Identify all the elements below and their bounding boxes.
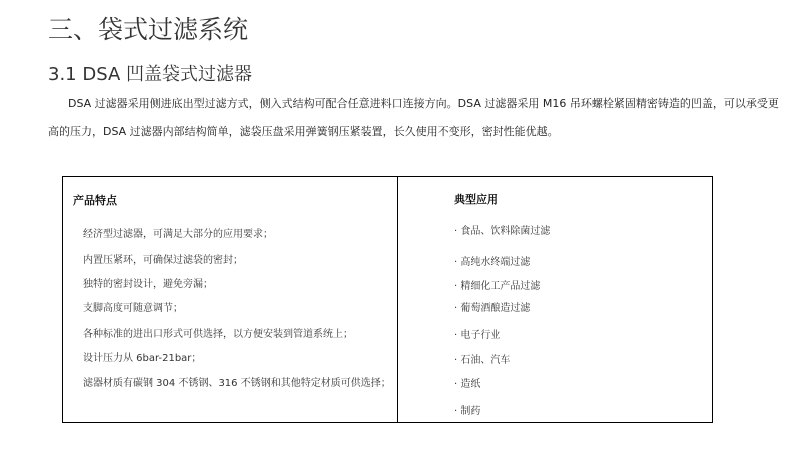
application-item: · 制药 <box>454 406 481 417</box>
feature-item: 内置压紧环，可确保过滤袋的密封； <box>83 255 243 266</box>
application-item: · 高纯水终端过滤 <box>454 257 531 268</box>
applications-title: 典型应用 <box>454 193 498 206</box>
column-divider <box>397 177 398 422</box>
subsection-heading: 3.1 DSA 凹盖袋式过滤器 <box>48 64 253 85</box>
application-item: · 葡萄酒酿造过滤 <box>454 303 531 314</box>
features-title: 产品特点 <box>73 194 117 207</box>
feature-item: 各种标准的进出口形式可供选择，以方便安装到管道系统上； <box>83 329 353 340</box>
application-item: · 造纸 <box>454 379 481 390</box>
feature-item: 滤器材质有碳钢 304 不锈钢、316 不锈钢和其他特定材质可供选择； <box>83 378 391 389</box>
feature-table <box>62 176 713 423</box>
application-item: · 精细化工产品过滤 <box>454 281 541 292</box>
application-item: · 电子行业 <box>454 330 501 341</box>
feature-item: 设计压力从 6bar-21bar； <box>83 353 202 364</box>
section-heading: 三、袋式过滤系统 <box>48 15 249 44</box>
application-item: · 石油、汽车 <box>454 355 511 366</box>
description-paragraph: DSA 过滤器采用侧进底出型过滤方式，侧入式结构可配合任意进料口连接方向。DSA 过滤器采用 M16 吊环螺栓紧固精密铸造的凹盖，可以承受更高的压力，DSA 过滤器内部结构简单，滤袋压盘采用弹簧钢压紧装置，长久使用不变形，密封性能优越。 <box>48 97 779 138</box>
feature-item: 独特的密封设计，避免旁漏； <box>83 279 213 290</box>
application-item: · 食品、饮料除菌过滤 <box>454 226 551 237</box>
feature-item: 支脚高度可随意调节； <box>83 303 183 314</box>
feature-item: 经济型过滤器，可满足大部分的应用要求； <box>83 229 273 240</box>
